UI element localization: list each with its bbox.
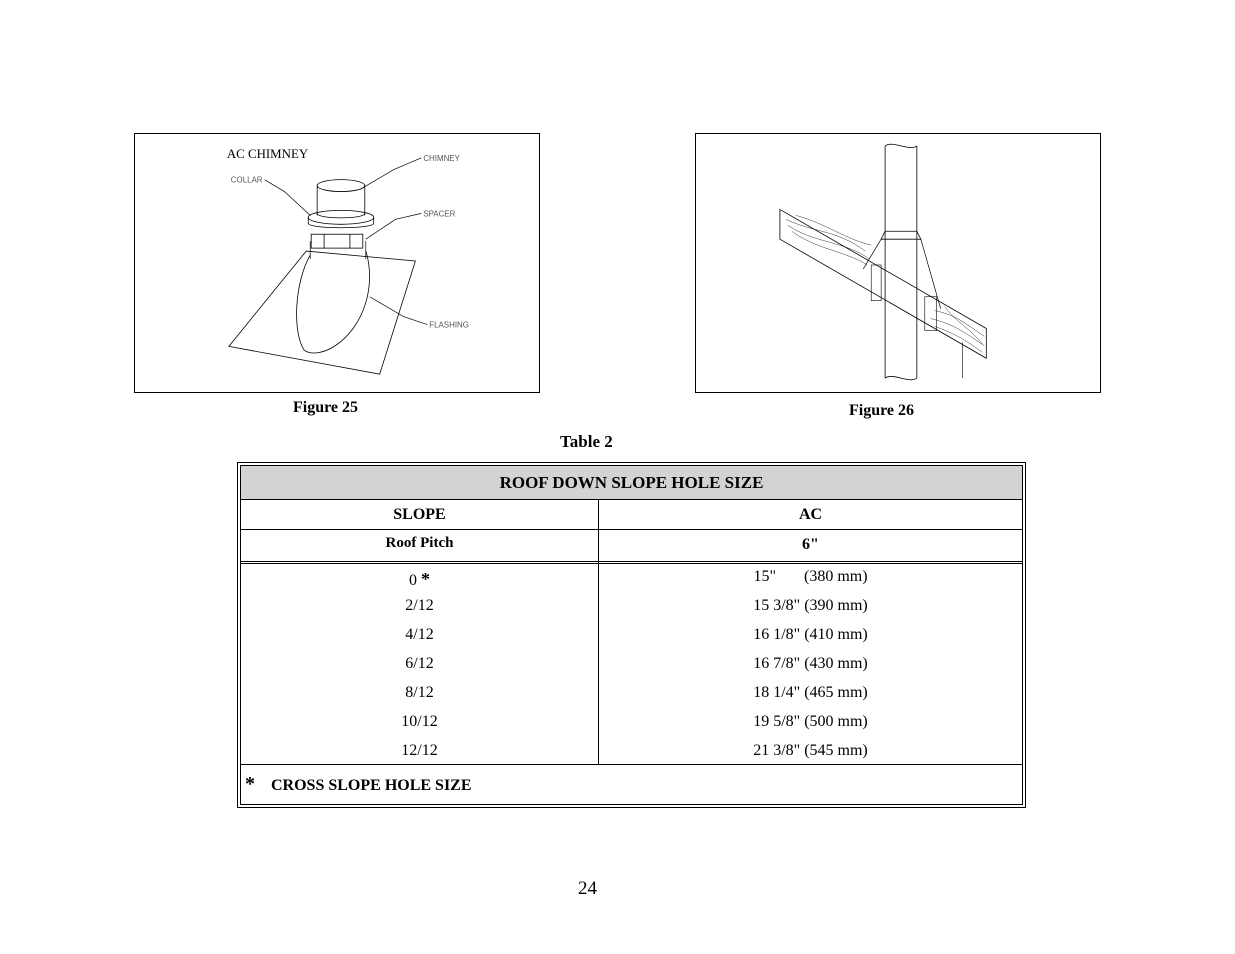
roof-pipe-section-diagram <box>696 134 1100 392</box>
figure-26-caption: Figure 26 <box>849 402 915 419</box>
table-body <box>241 562 1022 765</box>
figure-25-caption: Figure 25 <box>293 399 359 416</box>
label-collar: COLLAR <box>230 175 263 185</box>
table-row-size: 15 3/8" (390 mm) <box>753 597 868 614</box>
figure-title: AC CHIMNEY <box>226 146 309 161</box>
label-flashing: FLASHING <box>429 320 469 330</box>
table-row-size: 15" (380 mm) <box>753 568 868 585</box>
roof-pitch-subheader: Roof Pitch <box>241 530 599 561</box>
table-footnote <box>241 765 1022 804</box>
chimney-flashing-diagram <box>135 134 539 392</box>
table-row-slope: 12/12 <box>401 742 438 759</box>
label-chimney: CHIMNEY <box>423 153 460 163</box>
table-row-size: 16 7/8" (430 mm) <box>753 655 868 672</box>
column-header-row <box>241 500 1022 530</box>
table-row-slope: 4/12 <box>405 626 434 643</box>
label-spacer: SPACER <box>423 209 456 219</box>
slope-column-header: SLOPE <box>241 500 599 529</box>
pipe-size-subheader: 6" <box>802 536 819 553</box>
table-row-size: 16 1/8" (410 mm) <box>753 626 868 643</box>
footnote-asterisk: * <box>245 773 255 795</box>
table-row-slope: 2/12 <box>405 597 434 614</box>
slope-column <box>241 562 599 764</box>
table-row-slope: 10/12 <box>401 713 438 730</box>
table-row-slope: 8/12 <box>405 684 434 701</box>
table-title: Table 2 <box>560 432 613 451</box>
table-row-size: 18 1/4" (465 mm) <box>753 684 868 701</box>
subheader-row <box>241 530 1022 564</box>
collar <box>308 210 373 224</box>
table-row-slope: 6/12 <box>405 655 434 672</box>
storm-collar <box>881 231 921 239</box>
flashing-plate <box>229 251 416 374</box>
slope-value: 0 <box>409 572 417 589</box>
figure-26 <box>695 133 1101 393</box>
roof-section <box>780 209 986 358</box>
hole-size-column <box>599 562 1022 764</box>
footnote-text: CROSS SLOPE HOLE SIZE <box>271 777 472 794</box>
flashing-cone <box>297 251 370 353</box>
page-number: 24 <box>578 878 597 899</box>
table-row-size: 19 5/8" (500 mm) <box>753 713 868 730</box>
spacer-ring <box>311 234 363 248</box>
table-row-size: 21 3/8" (545 mm) <box>753 742 868 759</box>
chimney-pipe <box>317 180 365 192</box>
hole-size-table <box>237 462 1026 808</box>
asterisk-marker: * <box>421 569 430 589</box>
table-row-slope <box>241 569 598 590</box>
table-header: ROOF DOWN SLOPE HOLE SIZE <box>241 466 1022 500</box>
figure-25 <box>134 133 540 393</box>
ac-column-header: AC <box>798 506 823 523</box>
